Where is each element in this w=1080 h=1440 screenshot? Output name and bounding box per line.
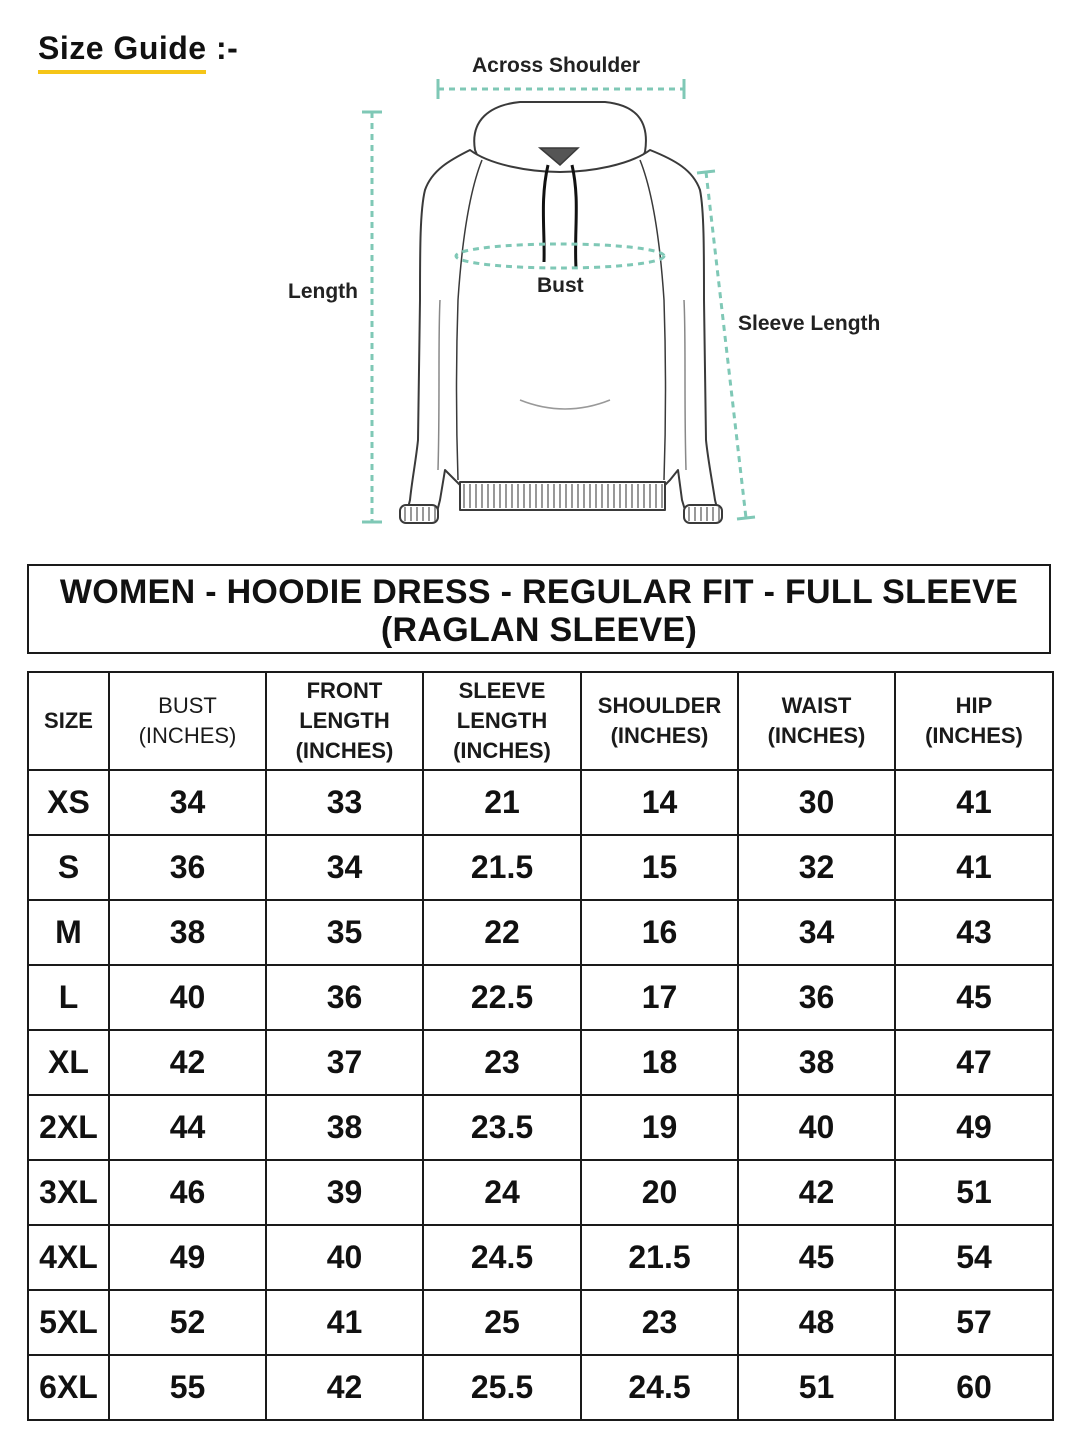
- measurement-cell: 24.5: [581, 1355, 738, 1420]
- measurement-cell: 19: [581, 1095, 738, 1160]
- measurement-cell: 49: [109, 1225, 266, 1290]
- measurement-cell: 42: [109, 1030, 266, 1095]
- measurement-cell: 24: [423, 1160, 581, 1225]
- measurement-cell: 60: [895, 1355, 1053, 1420]
- measurement-cell: 48: [738, 1290, 895, 1355]
- measurement-cell: 18: [581, 1030, 738, 1095]
- measurement-cell: 25: [423, 1290, 581, 1355]
- measurement-cell: 22: [423, 900, 581, 965]
- measurement-cell: 42: [738, 1160, 895, 1225]
- column-header-line: LENGTH: [456, 708, 548, 733]
- table-row: [28, 1160, 1053, 1225]
- bust-label: Bust: [537, 274, 584, 297]
- measurement-cell: 37: [266, 1030, 423, 1095]
- measurement-cell: 21: [423, 770, 581, 835]
- table-row: [28, 900, 1053, 965]
- measurement-cell: 40: [266, 1225, 423, 1290]
- measurement-cell: 47: [895, 1030, 1053, 1095]
- column-header-line: (INCHES): [610, 723, 709, 748]
- measurement-cell: 52: [109, 1290, 266, 1355]
- size-cell: S: [28, 835, 109, 900]
- column-header: [266, 672, 423, 770]
- table-title-line-2: (RAGLAN SLEEVE): [380, 611, 698, 649]
- measurement-cell: 16: [581, 900, 738, 965]
- measurement-cell: 46: [109, 1160, 266, 1225]
- size-chart-table: [27, 671, 1054, 1421]
- left-cuff: [400, 505, 438, 523]
- measurement-cell: 34: [266, 835, 423, 900]
- column-header-line: (INCHES): [925, 723, 1023, 748]
- measurement-cell: 54: [895, 1225, 1053, 1290]
- measurement-cell: 21.5: [581, 1225, 738, 1290]
- measurement-cell: 33: [266, 770, 423, 835]
- measurement-cell: 42: [266, 1355, 423, 1420]
- column-header-line: SLEEVE: [458, 678, 546, 703]
- measurement-cell: 23: [423, 1030, 581, 1095]
- measurement-cell: 23: [581, 1290, 738, 1355]
- measurement-cell: 38: [109, 900, 266, 965]
- size-cell: 5XL: [28, 1290, 109, 1355]
- measurement-cell: 36: [109, 835, 266, 900]
- table-row: [28, 1095, 1053, 1160]
- size-guide-title-text: Size Guide :-: [38, 30, 239, 66]
- measurement-cell: 39: [266, 1160, 423, 1225]
- column-header: [581, 672, 738, 770]
- measurement-cell: 35: [266, 900, 423, 965]
- measurement-cell: 45: [738, 1225, 895, 1290]
- size-cell: XL: [28, 1030, 109, 1095]
- measurement-cell: 21.5: [423, 835, 581, 900]
- column-header: [895, 672, 1053, 770]
- measurement-cell: 45: [895, 965, 1053, 1030]
- measurement-cell: 51: [738, 1355, 895, 1420]
- across-shoulder-label: Across Shoulder: [472, 54, 641, 77]
- measurement-cell: 38: [738, 1030, 895, 1095]
- measurement-cell: 38: [266, 1095, 423, 1160]
- body-shape: [405, 150, 720, 520]
- measurement-cell: 20: [581, 1160, 738, 1225]
- table-body: [28, 770, 1053, 1420]
- column-header: [738, 672, 895, 770]
- size-cell: M: [28, 900, 109, 965]
- measurement-cell: 32: [738, 835, 895, 900]
- column-header-line: (INCHES): [767, 723, 866, 748]
- size-cell: 2XL: [28, 1095, 109, 1160]
- measurement-cell: 51: [895, 1160, 1053, 1225]
- hoodie-measurement-figure: [0, 0, 1080, 540]
- size-cell: 3XL: [28, 1160, 109, 1225]
- table-title-line-1: WOMEN - HOODIE DRESS - REGULAR FIT - FULL SLEEVE: [59, 573, 1019, 611]
- table-row: [28, 1290, 1053, 1355]
- measurement-cell: 36: [738, 965, 895, 1030]
- measurement-cell: 41: [266, 1290, 423, 1355]
- length-line: [362, 112, 382, 522]
- table-row: [28, 1225, 1053, 1290]
- size-cell: XS: [28, 770, 109, 835]
- column-header-line: LENGTH: [299, 708, 390, 733]
- table-row: [28, 770, 1053, 835]
- measurement-cell: 44: [109, 1095, 266, 1160]
- measurement-cell: 40: [738, 1095, 895, 1160]
- measurement-cell: 24.5: [423, 1225, 581, 1290]
- table-header-row: [28, 672, 1053, 770]
- column-header: [109, 672, 266, 770]
- table-row: [28, 1030, 1053, 1095]
- column-header-line: (INCHES): [138, 723, 237, 748]
- column-header-line: SHOULDER: [597, 693, 722, 718]
- table-row: [28, 965, 1053, 1030]
- measurement-cell: 14: [581, 770, 738, 835]
- column-header-line: (INCHES): [295, 738, 394, 763]
- column-header-line: BUST: [158, 693, 217, 718]
- measurement-cell: 34: [738, 900, 895, 965]
- size-cell: 6XL: [28, 1355, 109, 1420]
- column-header-line: HIP: [955, 693, 993, 718]
- measurement-cell: 22.5: [423, 965, 581, 1030]
- measurement-cell: 34: [109, 770, 266, 835]
- measurement-cell: 30: [738, 770, 895, 835]
- measurement-cell: 40: [109, 965, 266, 1030]
- column-header-line: WAIST: [781, 693, 852, 718]
- measurement-cell: 41: [895, 770, 1053, 835]
- table-row: [28, 835, 1053, 900]
- across-shoulder-line: [438, 79, 684, 99]
- length-label: Length: [288, 280, 358, 303]
- measurement-cell: 17: [581, 965, 738, 1030]
- size-cell: L: [28, 965, 109, 1030]
- measurement-cell: 43: [895, 900, 1053, 965]
- table-title-box: [27, 564, 1051, 654]
- column-header-line: FRONT: [306, 678, 383, 703]
- column-header: [28, 672, 109, 770]
- measurement-cell: 25.5: [423, 1355, 581, 1420]
- measurement-cell: 23.5: [423, 1095, 581, 1160]
- column-header: [423, 672, 581, 770]
- column-header-line: SIZE: [44, 708, 93, 733]
- column-header-line: (INCHES): [453, 738, 551, 763]
- measurement-cell: 55: [109, 1355, 266, 1420]
- right-cuff: [684, 505, 722, 523]
- hoodie-illustration: [0, 0, 1080, 540]
- measurement-cell: 36: [266, 965, 423, 1030]
- measurement-cell: 15: [581, 835, 738, 900]
- hem-band: [460, 482, 665, 510]
- size-cell: 4XL: [28, 1225, 109, 1290]
- measurement-cell: 41: [895, 835, 1053, 900]
- sleeve-length-label: Sleeve Length: [738, 312, 881, 335]
- table-row: [28, 1355, 1053, 1420]
- measurement-cell: 49: [895, 1095, 1053, 1160]
- measurement-cell: 57: [895, 1290, 1053, 1355]
